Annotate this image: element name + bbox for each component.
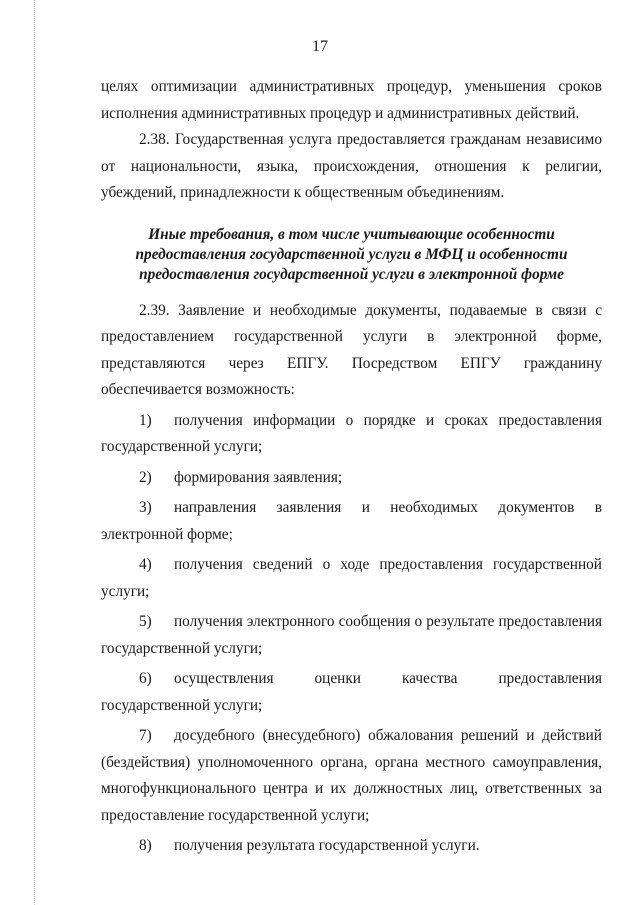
list-item-text: досудебного (внесудебного) обжалования решений и действий (бездействия) уполномоченного органа, органа местного самоуправления, многофункционального центра и их должностных лиц, ответственных за предоставление государственной услуги;: [101, 727, 602, 824]
list-item: [101, 833, 602, 860]
list-item: [101, 723, 602, 829]
list-item-text: осуществления оценки качества предоставления государственной услуги;: [101, 670, 602, 714]
list-item: [101, 408, 602, 461]
list-item-text: получения электронного сообщения о результате предоставления государственной услуги;: [101, 613, 602, 657]
list-item-number: 8): [139, 837, 152, 854]
list-item-number: 4): [139, 556, 152, 573]
page-number: 17: [312, 38, 328, 55]
list-item-number: 3): [139, 499, 152, 516]
section-heading: [101, 225, 602, 285]
list-item-text: получения информации о порядке и сроках предоставления государственной услуги;: [101, 411, 602, 455]
paragraph-2-39: 2.39. Заявление и необходимые документы, подаваемые в связи с предоставлением государственной услуги в электронной форме, представляются через ЕПГУ. Посредством ЕПГУ гражданину обеспечивается возможность:: [101, 301, 602, 398]
list-item-number: 1): [139, 411, 152, 429]
section-heading-line-1: Иные требования, в том числе учитывающие особенности: [148, 225, 555, 243]
list-item: [101, 666, 602, 719]
list-item: [101, 495, 602, 548]
scan-edge-line: [34, 0, 35, 905]
list-item-number: 5): [139, 613, 152, 630]
list-item-number: 6): [139, 670, 152, 687]
section-heading-line-3: предоставления государственной услуги в электронной форме: [139, 265, 564, 283]
list-item-number: 7): [139, 727, 152, 744]
list-item: [101, 465, 602, 492]
paragraph-continuation: целях оптимизации административных процедур, уменьшения сроков исполнения административных процедур и административных действий.: [101, 78, 602, 122]
list-item-text: получения результата государственной услуги.: [174, 837, 480, 854]
list-item-text: направления заявления и необходимых документов в электронной форме;: [101, 499, 602, 543]
document-body: [101, 74, 602, 860]
section-heading-line-2: предоставления государственной услуги в МФЦ и особенности: [135, 245, 568, 263]
list-item: [101, 609, 602, 662]
list-item-number: 2): [139, 468, 152, 486]
list-item-text: получения сведений о ходе предоставления государственной услуги;: [101, 556, 602, 600]
list-item-text: формирования заявления;: [174, 468, 343, 486]
list-item: [101, 552, 602, 605]
paragraph-2-38: 2.38. Государственная услуга предоставляется гражданам независимо от национальности, языка, происхождения, отношения к религии, убеждений, принадлежности к общественным объединениям.: [101, 131, 602, 201]
